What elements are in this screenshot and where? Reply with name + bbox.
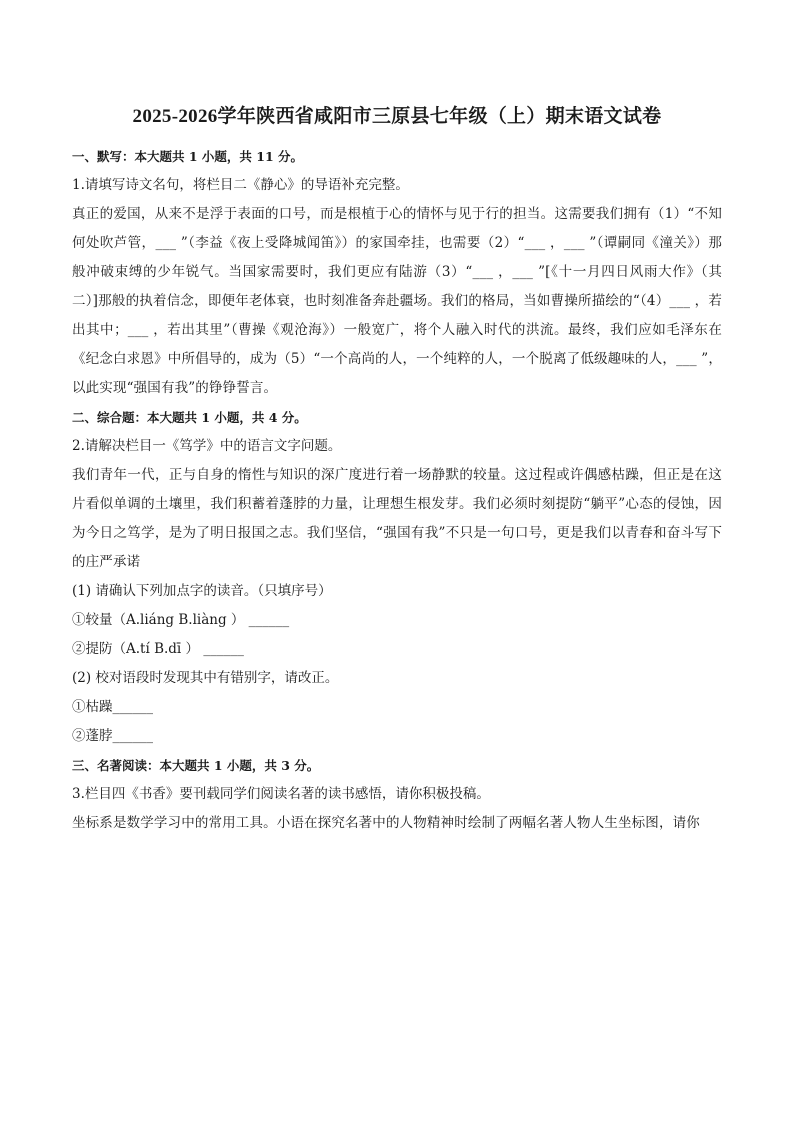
exam-page — [72, 102, 722, 838]
question-2-prompt: 2.请解决栏目一《笃学》中的语言文字问题。 — [72, 438, 342, 454]
question-2-item-2: ②提防（A.tí B.dī ） ______ — [72, 641, 244, 657]
question-1-prompt: 1.请填写诗文名句，将栏目二《静心》的导语补充完整。 — [72, 177, 409, 193]
section-heading-classics: 三、名著阅读：本大题共 1 小题，共 3 分。 — [72, 758, 320, 773]
question-2-sub1: (1) 请确认下列加点字的读音。（只填序号） — [72, 583, 332, 599]
question-2-item-1: ①较量（A.liáng B.liàng ） ______ — [72, 612, 290, 628]
question-2-item-3: ①枯躁______ — [72, 699, 153, 715]
section-heading-dictation: 一、默写：本大题共 1 小题，共 11 分。 — [72, 149, 304, 164]
section-heading-comprehensive: 二、综合题：本大题共 1 小题，共 4 分。 — [72, 410, 307, 425]
question-3-prompt: 3.栏目四《书香》要刊载同学们阅读名著的读书感悟，请你积极投稿。 — [72, 786, 490, 802]
question-2-item-4: ②蓬脖______ — [72, 728, 153, 744]
question-2-sub2: (2) 校对语段时发现其中有错别字，请改正。 — [72, 670, 339, 686]
exam-title: 2025-2026学年陕西省咸阳市三原县七年级（上）期末语文试卷 — [132, 106, 662, 127]
question-2-passage: 我们青年一代，正与自身的惰性与知识的深广度进行着一场静默的较量。这过程或许偶感枯躁，但正是在这片看似单调的土壤里，我们积蓄着蓬脖的力量，让理想生根发芽。我们必须时刻提防“躺平”心态的侵蚀，因为今日之笃学，是为了明日报国之志。我们坚信，“强国有我”不只是一句口号，更是我们以青春和奋斗写下的庄严承诺 — [72, 467, 722, 570]
question-1-passage: 真正的爱国，从来不是浮于表面的口号，而是根植于心的情怀与见于行的担当。这需要我们拥有（1）“不知何处吹芦管，___ ”（李益《夜上受降城闻笛》）的家国牵挂，也需要（2）“___ ，___ ”（谭嗣同《潼关》）那般冲破束缚的少年锐气。当国家需要时，我们更应有陆游（3）“___ ，___ ”[《十一月四日风雨大作》（其二）]那般的执着信念，即便年老体衰，也时刻准备奔赴疆场。我们的格局，当如曹操所描绘的“（4）___ ，若出其中；___ ，若出其里”（曹操《观沧海》）一般宽广，将个人融入时代的洪流。最终，我们应如毛泽东在《纪念白求恩》中所倡导的，成为（5）“一个高尚的人，一个纯粹的人，一个脱离了低级趣味的人，___ ”，以此实现“强国有我”的铮铮誓言。 — [72, 206, 722, 396]
question-3-passage: 坐标系是数学学习中的常用工具。小语在探究名著中的人物精神时绘制了两幅名著人物人生坐标图，请你 — [72, 815, 700, 831]
